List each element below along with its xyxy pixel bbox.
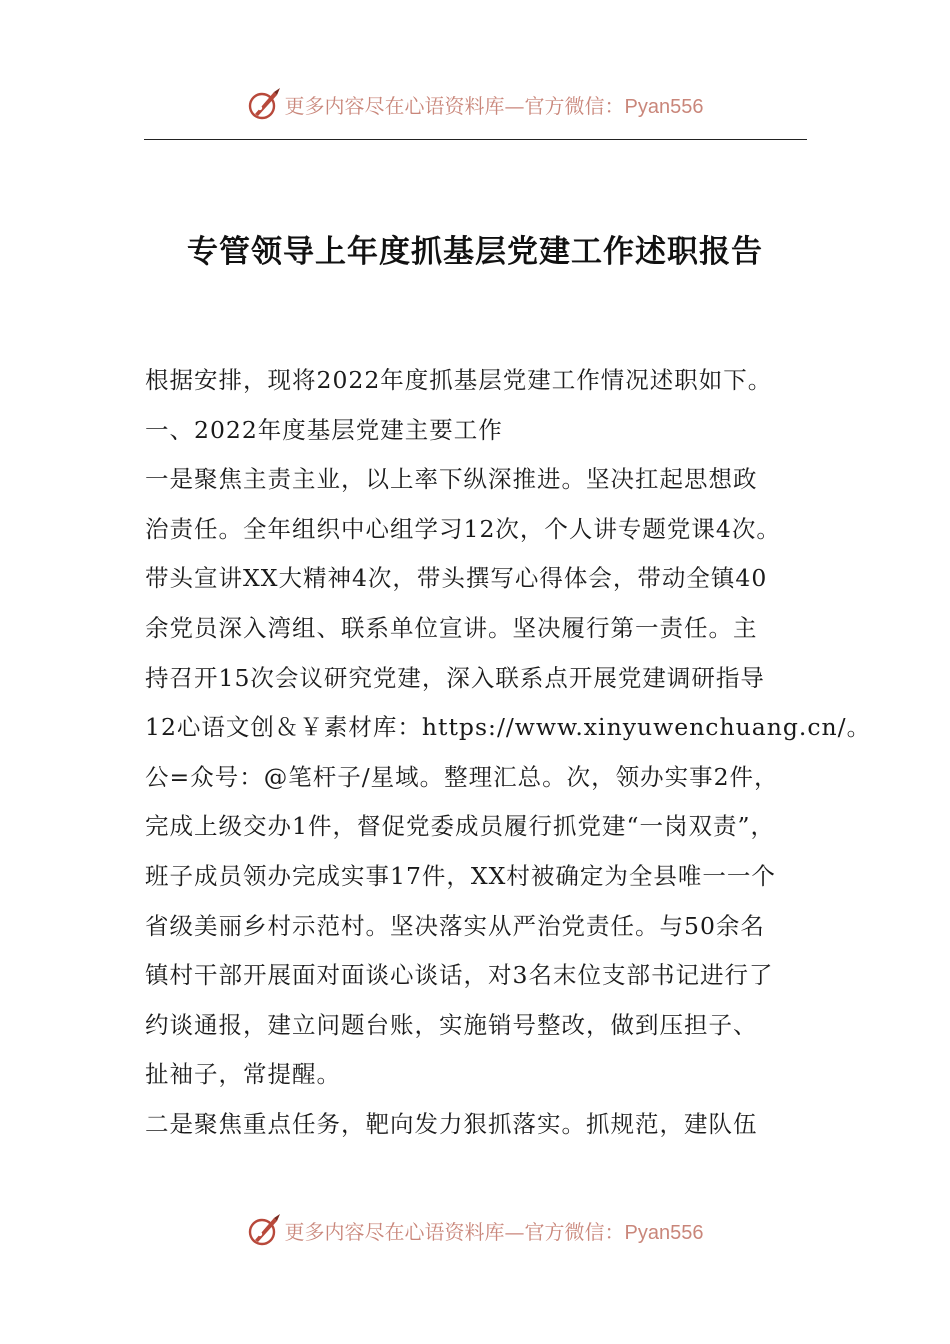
- body-line: 根据安排，现将2022年度抓基层党建工作情况述职如下。: [145, 366, 773, 394]
- body-line: 带头宣讲XX大精神4次，带头撰写心得体会，带动全镇40: [145, 564, 768, 593]
- quill-pen-circle-icon: [247, 1213, 281, 1247]
- body-line: 镇村干部开展面对面谈心谈话，对3名末位支部书记进行了: [145, 961, 774, 990]
- body-line: 扯袖子，常提醒。: [145, 1060, 341, 1089]
- wechat-id: Pyan556: [624, 1221, 704, 1244]
- body-line: 公=众号：@笔杆子/星域。整理汇总。次，领办实事2件，: [145, 762, 779, 791]
- header-divider: [144, 139, 807, 140]
- quill-pen-circle-icon: [247, 87, 281, 121]
- body-line: 持召开15次会议研究党建，深入联系点开展党建调研指导: [145, 663, 765, 692]
- body-line: 一是聚焦主责主业，以上率下纵深推进。坚决扛起思想政: [145, 465, 758, 494]
- body-line: 约谈通报，建立问题台账，实施销号整改，做到压担子、: [145, 1010, 758, 1039]
- body-line: 完成上级交办1件，督促党委成员履行抓党建“一岗双责”，: [145, 812, 775, 841]
- body-line: 余党员深入湾组、联系单位宣讲。坚决履行第一责任。主: [145, 613, 758, 642]
- section-heading: 一、2022年度基层党建主要工作: [145, 415, 503, 444]
- body-line: 班子成员领办完成实事17件，XX村被确定为全县唯一一个: [145, 861, 776, 890]
- banner-text: 更多内容尽在心语资料库—官方微信：Pyan556: [284, 1219, 704, 1244]
- document-body: [145, 356, 872, 1150]
- header-banner: [0, 84, 950, 124]
- document-title: 专管领导上年度抓基层党建工作述职报告: [187, 234, 763, 270]
- body-line: 治责任。全年组织中心组学习12次，个人讲专题党课4次。: [145, 514, 781, 543]
- body-line: 省级美丽乡村示范村。坚决落实从严治党责任。与50余名: [145, 911, 765, 940]
- body-line: 二是聚焦重点任务，靶向发力狠抓落实。抓规范，建队伍: [145, 1109, 758, 1138]
- footer-banner: [0, 1210, 950, 1250]
- wechat-id: Pyan556: [624, 95, 704, 118]
- banner-text: 更多内容尽在心语资料库—官方微信：Pyan556: [284, 93, 704, 118]
- body-line: 12心语文创＆￥素材库：https://www.xinyuwenchuang.cn/。: [145, 713, 872, 742]
